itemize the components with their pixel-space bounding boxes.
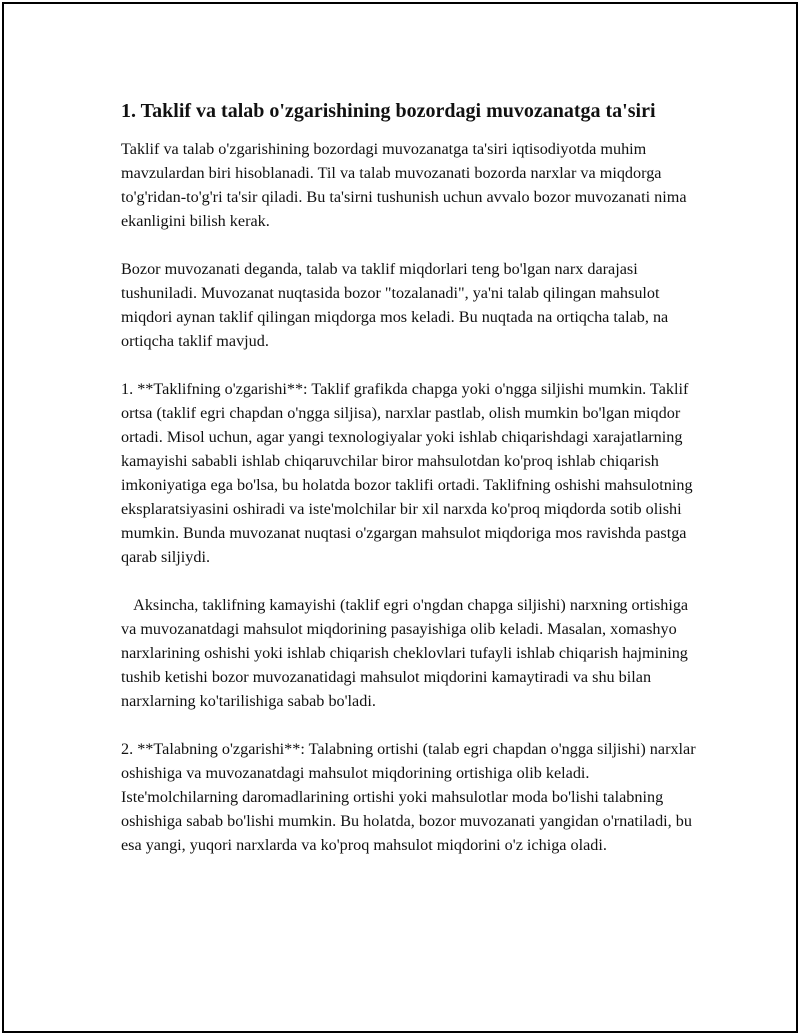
paragraph-supply-change: 1. **Taklifning o'zgarishi**: Taklif grafikda chapga yoki o'ngga siljishi mumkin. Taklif ortsa (taklif egri chapdan o'ngga siljisa), narxlar pastlab, olish mumkin bo'lgan miqdor ortadi. Misol uchun, agar yangi texnologiyalar yoki ishlab chiqarishdagi xarajatlarning kamayishi sababli ishlab chiqaruvchilar biror mahsulotdan ko'proq ishlab chiqarish imkoniyatiga ega bo'lsa, bu holatda bozor taklifi ortadi. Taklifning oshishi mahsulotning eksplaratsiyasini oshiradi va iste'molchilar bir xil narxda ko'proq miqdorda sotib olishi mumkin. Bunda muvozanat nuqtasi o'zgargan mahsulot miqdoriga mos ravishda pastga qarab siljiydi.: [121, 380, 697, 566]
document-body: [121, 97, 700, 857]
document-title: 1. Taklif va talab o'zgarishining bozordagi muvozanatga ta'siri: [121, 100, 656, 122]
paragraph-demand-change: 2. **Talabning o'zgarishi**: Talabning ortishi (talab egri chapdan o'ngga siljishi) narxlar oshishiga va muvozanatdagi mahsulot miqdorining ortishiga olib keladi. Iste'molchilarning daromadlarining ortishi yoki mahsulotlar moda bo'lishi talabning oshishiga sabab bo'lishi mumkin. Bu holatda, bozor muvozanati yangidan o'rnatiladi, bu esa yangi, yuqori narxlarda va ko'proq mahsulot miqdorini o'z ichiga oladi.: [121, 740, 700, 854]
paragraph-market-equilibrium: Bozor muvozanati deganda, talab va taklif miqdorlari teng bo'lgan narx darajasi tushuniladi. Muvozanat nuqtasida bozor "tozalanadi", ya'ni talab qilingan mahsulot miqdori aynan taklif qilingan miqdorga mos keladi. Bu nuqtada na ortiqcha talab, na ortiqcha taklif mavjud.: [121, 260, 673, 350]
paragraph-supply-decrease: Aksincha, taklifning kamayishi (taklif egri o'ngdan chapga siljishi) narxning ortishiga va muvozanatdagi mahsulot miqdorining pasayishiga olib keladi. Masalan, xomashyo narxlarining oshishi yoki ishlab chiqarish cheklovlari tufayli ishlab chiqarish hajmining tushib ketishi bozor muvozanatidagi mahsulot miqdorini kamaytiradi va shu bilan narxlarning ko'tarilishiga sabab bo'ladi.: [121, 596, 693, 710]
paragraph-intro: Taklif va talab o'zgarishining bozordagi muvozanatga ta'siri iqtisodiyotda muhim mavzulardan biri hisoblanadi. Til va talab muvozanati bozorda narxlar va miqdorga to'g'ridan-to'g'ri ta'sir qiladi. Bu ta'sirni tushunish uchun avvalo bozor muvozanati nima ekanligini bilish kerak.: [121, 140, 691, 230]
page-frame: [2, 2, 798, 1033]
